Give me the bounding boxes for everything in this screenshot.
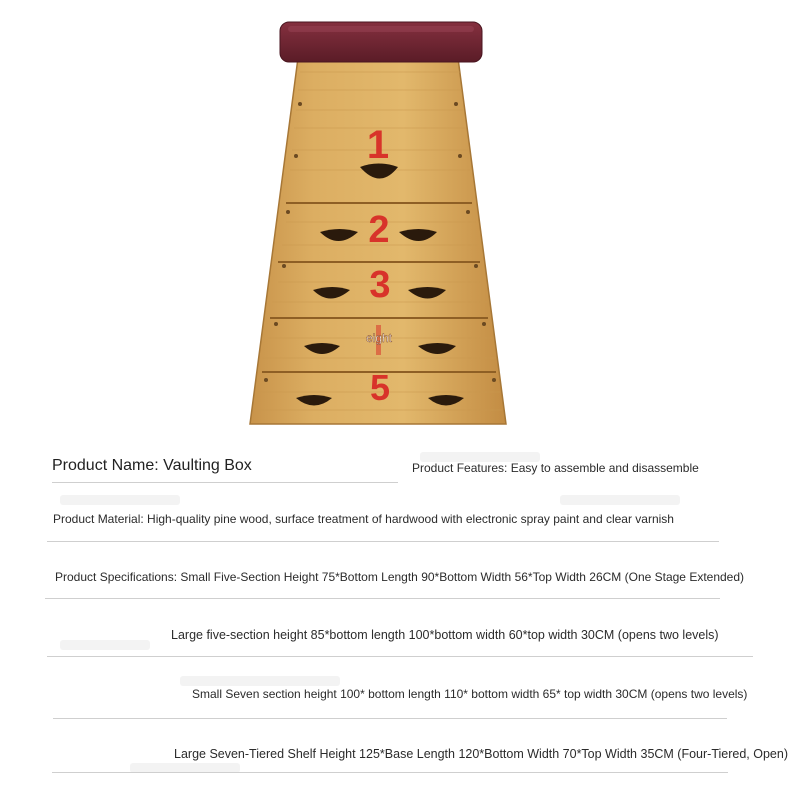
product-features: Product Features: Easy to assemble and disassemble [412, 461, 699, 475]
ghost-mark [180, 676, 340, 686]
divider [45, 598, 720, 599]
product-specification-large-seven: Large Seven-Tiered Shelf Height 125*Base Length 120*Bottom Width 70*Top Width 35CM (Four-Tiered, Open) [174, 747, 788, 761]
product-name: Product Name: Vaulting Box [52, 457, 252, 474]
divider [47, 656, 753, 657]
ghost-mark [60, 640, 150, 650]
divider [53, 718, 727, 719]
section-number-1: 1 [366, 123, 390, 167]
ghost-mark [60, 495, 180, 505]
section-number-5: 5 [369, 367, 391, 408]
ghost-mark [560, 495, 680, 505]
section-number-3: 3 [369, 264, 391, 306]
divider [52, 772, 728, 773]
product-specification-small-five: Product Specifications: Small Five-Section Height 75*Bottom Length 90*Bottom Width 56*Top Width 26CM (One Stage Extended) [55, 570, 745, 584]
overlay-tag: eight [365, 331, 393, 345]
divider [47, 541, 719, 542]
product-specification-large-five: Large five-section height 85*bottom length 100*bottom width 60*top width 30CM (opens two levels) [171, 628, 719, 642]
divider [52, 482, 398, 483]
product-specification-small-seven: Small Seven section height 100* bottom length 110* bottom width 65* top width 30CM (opens two levels) [192, 687, 748, 701]
product-material: Product Material: High-quality pine wood, surface treatment of hardwood with electronic spray paint and clear varnish [53, 512, 674, 526]
section-number-2: 2 [368, 209, 390, 251]
